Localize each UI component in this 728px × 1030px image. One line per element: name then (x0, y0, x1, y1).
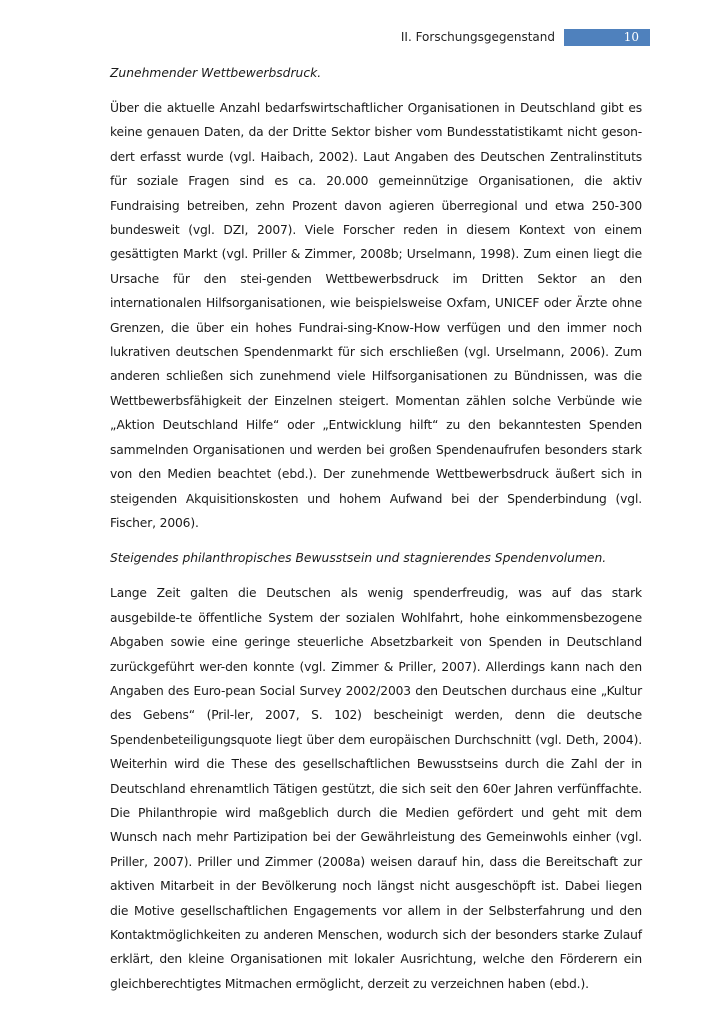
chapter-title: II. Forschungsgegenstand (400, 30, 555, 44)
section-heading-philanthropy: Steigendes philanthropisches Bewusstsein und stagnierendes Spendenvolumen. (110, 551, 607, 566)
running-header (401, 29, 650, 46)
paragraph-philanthropy: Lange Zeit galten die Deutschen als wenig spenderfreudig, was auf das stark ausgebilde-te öffentliche System der sozialen Wohlfahrt, hohe einkommensbezogene Abgaben sowie eine geringe steuerliche Absetzbarkeit von Spenden in Deutschland zurückgeführt wer-den konnte (vgl. Zimmer & Priller, 2007). Allerdings kann nach den Angaben des Euro-pean Social Survey 2002/2003 den Deutschen durchaus eine „Kultur des Gebens“ (Pril-ler, 2007, S. 102) bescheinigt werden, denn die deutsche Spendenbeteiligungsquote liegt über dem europäischen Durchschnitt (vgl. Deth, 2004). Weiterhin wird die These des gesellschaftlichen Bewusstseins durch die Zahl der in Deutschland ehrenamtlich Tätigen gestützt, die sich seit den 60er Jahren verfünffachte. Die Philanthropie wird maßgeblich durch die Medien gefördert und geht mit dem Wunsch nach mehr Partizipation bei der Gewährleistung des Gemeinwohls einher (vgl. Priller, 2007). Priller und Zimmer (2008a) weisen darauf hin, dass die Bereitschaft zur aktiven Mitarbeit in der Bevölkerung noch längst nicht ausgeschöpft ist. Dabei liegen die Motive gesellschaftlichen Engagements vor allem in der Selbsterfahrung und den Kontaktmöglichkeiten zu anderen Menschen, wodurch sich der besonders starke Zulauf erklärt, den kleine Organisationen mit lokaler Ausrichtung, welche den Förderern ein gleichberechtigtes Mitmachen ermöglicht, derzeit zu verzeichnen haben (ebd.). (110, 586, 642, 991)
body-text (110, 62, 642, 996)
page-number: 10 (564, 29, 650, 46)
section-heading-competition: Zunehmender Wettbewerbsdruck. (110, 66, 322, 80)
paragraph-competition: Über die aktuelle Anzahl bedarfswirtschaftlicher Organisationen in Deutschland gibt es keine genauen Daten, da der Dritte Sektor bisher vom Bundesstatistikamt nicht geson-dert erfasst wurde (vgl. Haibach, 2002). Laut Angaben des Deutschen Zentralinstituts für soziale Fragen sind es ca. 20.000 gemeinnützige Organisationen, die aktiv Fundraising betreiben, zehn Prozent davon agieren überregional und etwa 250-300 bundesweit (vgl. DZI, 2007). Viele Forscher reden in diesem Kontext von einem gesättigten Markt (vgl. Priller & Zimmer, 2008b; Urselmann, 1998). Zum einen liegt die Ursache für den stei-genden Wettbewerbsdruck im Dritten Sektor an den internationalen Hilfsorganisationen, wie beispielsweise Oxfam, UNICEF oder Ärzte ohne Grenzen, die über ein hohes Fundrai-sing-Know-How verfügen und den immer noch lukrativen deutschen Spendenmarkt für sich erschließen (vgl. Urselmann, 2006). Zum anderen schließen sich zunehmend viele Hilfsorganisationen zu Bündnissen, was die Wettbewerbsfähigkeit der Einzelnen steigert. Momentan zählen solche Verbünde wie „Aktion Deutschland Hilfe“ oder „Entwicklung hilft“ zu den bekanntesten Spenden sammelnden Organisationen und werden bei großen Spendenaufrufen besonders stark von den Medien beachtet (ebd.). Der zunehmende Wettbewerbsdruck äußert sich in steigenden Akquisitionskosten und hohem Aufwand bei der Spenderbindung (vgl. Fischer, 2006). (110, 101, 642, 530)
